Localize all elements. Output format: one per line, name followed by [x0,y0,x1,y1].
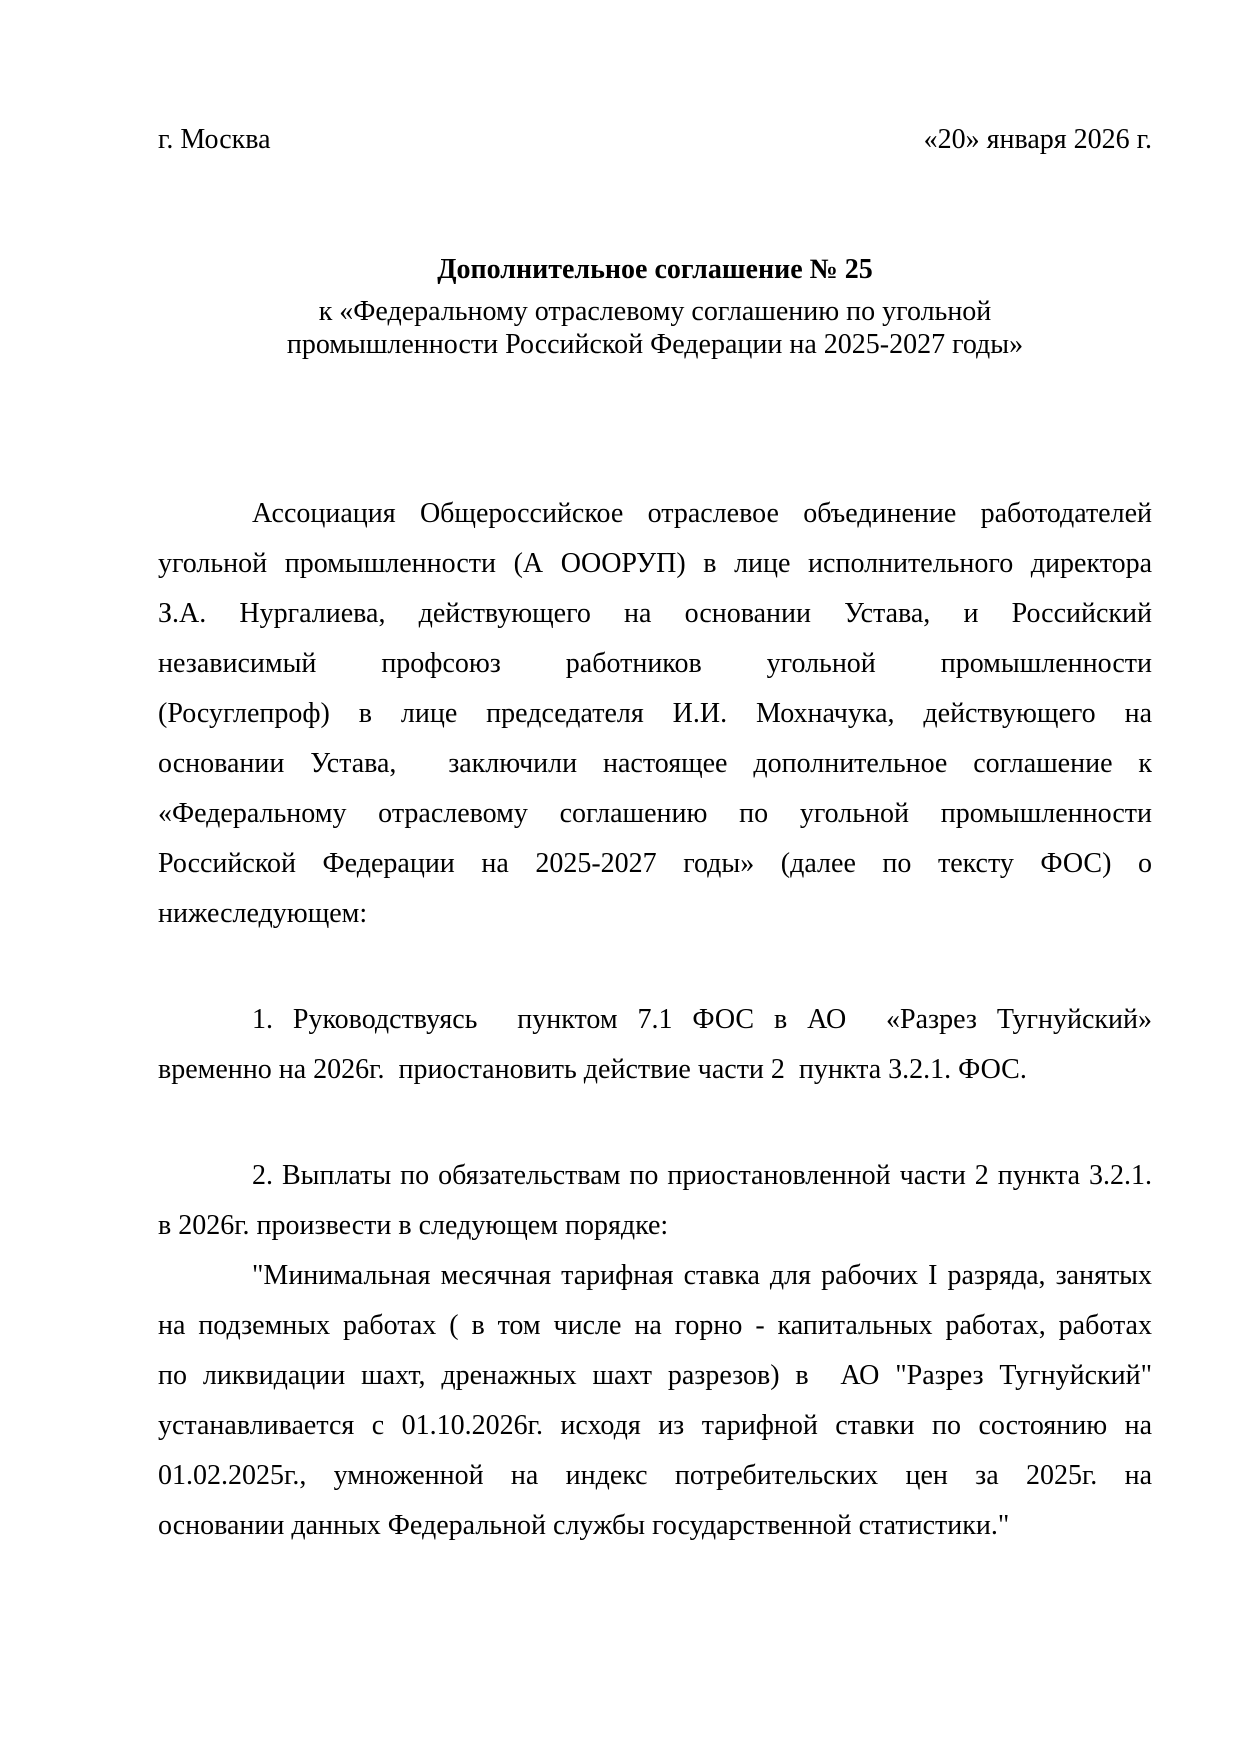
paragraph-preamble [158,489,1152,939]
doc-title-block [158,245,1152,361]
paragraph-preamble-line-5: (Росуглепроф) в лице председателя И.И. Мохначука, действующего на [158,698,1152,729]
paragraph-preamble-line-2: угольной промышленности (А ОООРУП) в лице исполнительного директора [158,548,1152,579]
paragraph-item-2-line-2: в 2026г. произвести в следующем порядке: [158,1210,669,1241]
paragraph-preamble-line-3: З.А. Нургалиева, действующего на основании Устава, и Российский [158,598,1152,629]
paragraph-quote-tariff-line-4: устанавливается с 01.10.2026г. исходя из тарифной ставки по состоянию на [158,1410,1152,1441]
paragraph-quote-tariff [158,1251,1152,1551]
paragraph-preamble-line-8: Российской Федерации на 2025-2027 годы» (далее по тексту ФОС) о [158,848,1152,879]
doc-date: «20» января 2026 г. [923,124,1152,155]
paragraph-item-1-line-2: временно на 2026г. приостановить действие части 2 пункта 3.2.1. ФОС. [158,1054,1027,1085]
paragraph-preamble-line-9: нижеследующем: [158,898,368,929]
doc-place: г. Москва [158,124,271,155]
doc-subtitle-line-2: промышленности Российской Федерации на 2025-2027 годы» [286,329,1024,360]
paragraph-item-2-line-1: 2. Выплаты по обязательствам по приостановленной части 2 пункта 3.2.1. [252,1160,1152,1191]
paragraph-quote-tariff-line-6: основании данных Федеральной службы государственной статистики." [158,1510,1010,1541]
doc-title: Дополнительное соглашение № 25 [437,254,873,285]
paragraph-preamble-line-7: «Федеральному отраслевому соглашению по угольной промышленности [158,798,1152,829]
paragraph-preamble-line-1: Ассоциация Общероссийское отраслевое объединение работодателей [252,498,1152,529]
paragraph-quote-tariff-line-1: "Минимальная месячная тарифная ставка для рабочих I разряда, занятых [252,1260,1152,1291]
paragraph-item-1 [158,995,1152,1095]
doc-place-date-row [158,123,1152,157]
paragraph-quote-tariff-line-5: 01.02.2025г., умноженной на индекс потребительских цен за 2025г. на [158,1460,1152,1491]
paragraph-quote-tariff-line-2: на подземных работах ( в том числе на горно - капитальных работах, работах [158,1310,1152,1341]
paragraph-item-1-line-1: 1. Руководствуясь пунктом 7.1 ФОС в АО «Разрез Тугнуйский» [252,1004,1152,1035]
paragraph-preamble-line-4: независимый профсоюз работников угольной промышленности [158,648,1152,679]
paragraph-preamble-line-6: основании Устава, заключили настоящее дополнительное соглашение к [158,748,1152,779]
doc-body [158,489,1152,1551]
doc-subtitle-line-1: к «Федеральному отраслевому соглашению по угольной [318,296,992,327]
paragraph-quote-tariff-line-3: по ликвидации шахт, дренажных шахт разрезов) в АО "Разрез Тугнуйский" [158,1360,1152,1391]
paragraph-item-2 [158,1151,1152,1251]
